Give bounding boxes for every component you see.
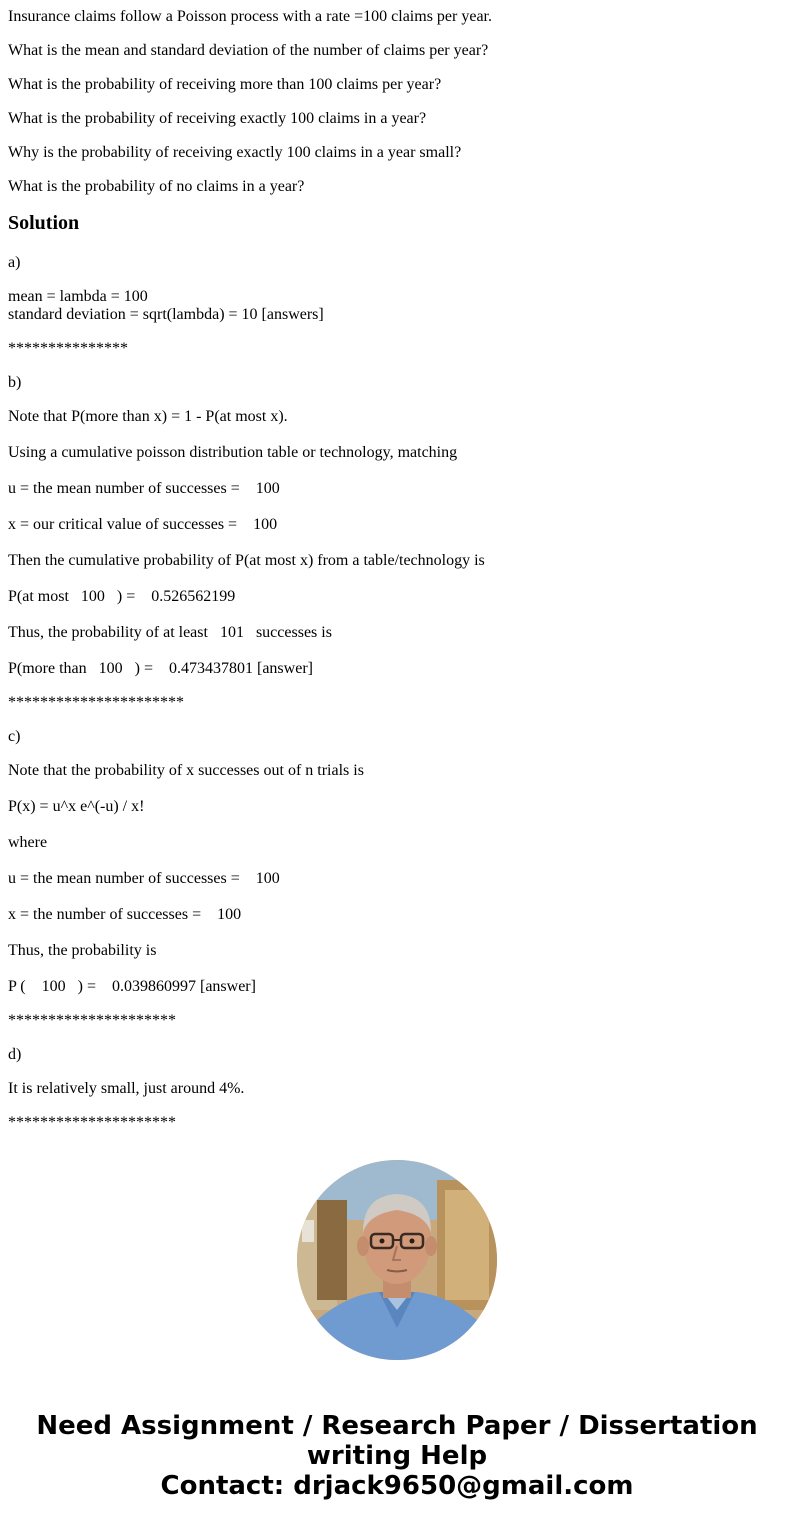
part-c-line: where (8, 834, 48, 851)
part-c-separator: ********************* (8, 1012, 176, 1029)
promo-banner (0, 1411, 794, 1501)
document-page (0, 8, 794, 1132)
question-exactly: What is the probability of receiving exactly 100 claims in a year? (8, 110, 427, 127)
part-b-separator: ********************** (8, 694, 184, 711)
part-a (8, 254, 786, 358)
question-no-claims: What is the probability of no claims in a year? (8, 178, 305, 195)
part-b-line: Using a cumulative poisson distribution table or technology, matching (8, 444, 458, 461)
part-b-line: P(at most 100 ) = 0.526562199 (8, 588, 236, 605)
part-b-line: Thus, the probability of at least 101 successes is (8, 624, 332, 641)
part-c-line: Thus, the probability is (8, 942, 157, 959)
part-b-line: u = the mean number of successes = 100 (8, 480, 280, 497)
questions (8, 8, 786, 196)
part-a-separator: *************** (8, 340, 128, 357)
part-d-separator: ********************* (8, 1114, 176, 1131)
part-a-sd: standard deviation = sqrt(lambda) = 10 [answers] (8, 306, 324, 323)
part-d-label: d) (8, 1046, 22, 1063)
part-d-answer: It is relatively small, just around 4%. (8, 1080, 245, 1097)
question-why-small: Why is the probability of receiving exactly 100 claims in a year small? (8, 144, 462, 161)
solution-heading: Solution (8, 212, 80, 234)
promo-contact: Contact: drjack9650@gmail.com (160, 1471, 634, 1501)
part-c-line: P ( 100 ) = 0.039860997 [answer] (8, 978, 256, 995)
question-more-than: What is the probability of receiving more than 100 claims per year? (8, 76, 442, 93)
part-c-line: x = the number of successes = 100 (8, 906, 242, 923)
part-b (8, 374, 786, 712)
question-intro: Insurance claims follow a Poisson process with a rate =100 claims per year. (8, 8, 492, 25)
promo-line-2: writing Help (306, 1441, 488, 1471)
part-b-label: b) (8, 374, 22, 391)
part-c-line: P(x) = u^x e^(-u) / x! (8, 798, 145, 815)
part-b-line: Then the cumulative probability of P(at most x) from a table/technology is (8, 552, 485, 569)
part-b-line: Note that P(more than x) = 1 - P(at most x). (8, 408, 288, 425)
part-c (8, 728, 786, 1030)
part-c-line: u = the mean number of successes = 100 (8, 870, 280, 887)
portrait-icon (297, 1160, 497, 1360)
avatar (297, 1160, 497, 1360)
part-b-line: P(more than 100 ) = 0.473437801 [answer] (8, 660, 313, 677)
part-c-line: Note that the probability of x successes out of n trials is (8, 762, 364, 779)
promo-line-1: Need Assignment / Research Paper / Dissertation (36, 1411, 758, 1441)
part-c-label: c) (8, 728, 21, 745)
part-d (8, 1046, 786, 1132)
question-mean-sd: What is the mean and standard deviation of the number of claims per year? (8, 42, 489, 59)
part-a-mean: mean = lambda = 100 (8, 288, 148, 305)
part-b-line: x = our critical value of successes = 100 (8, 516, 278, 533)
part-a-label: a) (8, 254, 21, 271)
